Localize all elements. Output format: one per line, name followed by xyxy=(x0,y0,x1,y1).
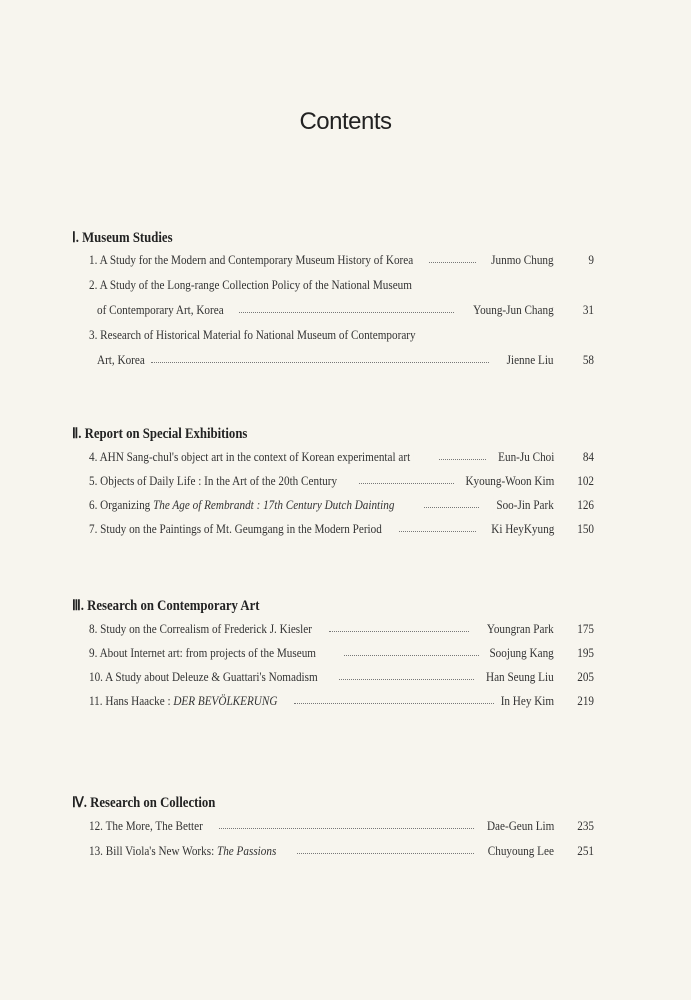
entry-number: 7. xyxy=(89,521,98,536)
entry-title: Study on the Paintings of Mt. Geumgang in the Modern Period xyxy=(100,521,382,536)
entry-author: Youngran Park xyxy=(485,620,554,638)
entry-title: A Study about Deleuze & Guattari's Nomadism xyxy=(105,669,318,684)
entry-title-italic: The Age of Rembrandt : 17th Century Dutch Dainting xyxy=(153,497,395,512)
entry-title: AHN Sang-chul's object art in the context of Korean experimental art xyxy=(99,449,411,464)
entry-page: 251 xyxy=(577,843,594,858)
toc-entry-4[interactable] xyxy=(89,448,594,466)
entry-title: A Study of the Long-range Collection Policy of the National Museum xyxy=(99,277,412,292)
section-heading: Ⅳ. Research on Collection xyxy=(72,795,216,811)
entry-number: 2. xyxy=(89,277,98,292)
toc-entry-5[interactable] xyxy=(89,472,594,490)
entry-author: Ki HeyKyung xyxy=(488,520,554,538)
entry-number: 8. xyxy=(89,621,98,636)
entry-author: Han Seung Liu xyxy=(484,668,554,686)
entry-page: 195 xyxy=(577,645,594,660)
entry-author: Jienne Liu xyxy=(505,351,554,369)
entry-title-italic: DER BEVÖLKERUNG xyxy=(173,693,278,708)
entry-page: 235 xyxy=(577,818,594,833)
entry-number: 4. xyxy=(89,449,98,464)
toc-entry-7[interactable] xyxy=(89,520,594,538)
entry-title: Bill Viola's New Works: xyxy=(105,843,217,858)
page-title: Contents xyxy=(299,108,392,135)
toc-entry-6[interactable] xyxy=(89,496,594,514)
entry-author: Kyoung-Woon Kim xyxy=(463,472,554,490)
entry-number: 3. xyxy=(89,327,98,342)
entry-number: 11. xyxy=(89,693,103,708)
entry-number: 13. xyxy=(89,843,103,858)
entry-page: 31 xyxy=(582,302,594,317)
section-heading: Ⅱ. Report on Special Exhibitions xyxy=(72,426,248,442)
toc-entry-9[interactable] xyxy=(89,644,594,662)
entry-title-continued: of Contemporary Art, Korea xyxy=(97,301,227,319)
entry-page: 175 xyxy=(577,621,594,636)
entry-title: Research of Historical Material fo National Museum of Contemporary xyxy=(100,327,416,342)
entry-page: 205 xyxy=(577,669,594,684)
toc-entry-13[interactable] xyxy=(89,842,594,860)
toc-entry-3[interactable] xyxy=(89,326,594,370)
entry-title: Hans Haacke : xyxy=(105,693,174,708)
entry-author: Eun-Ju Choi xyxy=(495,448,554,466)
toc-entry-8[interactable] xyxy=(89,620,594,638)
entry-author: Dae-Geun Lim xyxy=(484,817,554,835)
entry-title-continued: Art, Korea xyxy=(97,351,148,369)
entry-author: Junmo Chung xyxy=(489,251,554,269)
toc-entry-2[interactable] xyxy=(89,276,594,320)
entry-title: About Internet art: from projects of the Museum xyxy=(99,645,316,660)
entry-number: 10. xyxy=(89,669,103,684)
entry-title: The More, The Better xyxy=(105,818,203,833)
entry-author: In Hey Kim xyxy=(498,692,554,710)
toc-entry-10[interactable] xyxy=(89,668,594,686)
entry-title: Organizing xyxy=(100,497,154,512)
entry-page: 219 xyxy=(577,693,594,708)
toc-entry-12[interactable] xyxy=(89,817,594,835)
entry-page: 126 xyxy=(577,497,594,512)
entry-author: Soojung Kang xyxy=(487,644,554,662)
entry-page: 150 xyxy=(577,521,594,536)
entry-number: 9. xyxy=(89,645,98,660)
entry-number: 5. xyxy=(89,473,98,488)
section-heading: Ⅰ. Museum Studies xyxy=(72,230,173,246)
entry-title: Objects of Daily Life : In the Art of the 20th Century xyxy=(100,473,338,488)
entry-title: A Study for the Modern and Contemporary Museum History of Korea xyxy=(99,252,414,267)
entry-title: Study on the Correalism of Frederick J. Kiesler xyxy=(100,621,312,636)
entry-title-italic: The Passions xyxy=(216,843,277,858)
entry-author: Chuyoung Lee xyxy=(485,842,554,860)
entry-page: 84 xyxy=(582,449,594,464)
toc-entry-11[interactable] xyxy=(89,692,594,710)
entry-number: 6. xyxy=(89,497,98,512)
section-heading: Ⅲ. Research on Contemporary Art xyxy=(72,598,260,614)
entry-page: 9 xyxy=(588,252,594,267)
entry-author: Young-Jun Chang xyxy=(471,301,554,319)
entry-page: 102 xyxy=(577,473,594,488)
entry-number: 1. xyxy=(89,252,98,267)
entry-author: Soo-Jin Park xyxy=(494,496,554,514)
toc-entry-1[interactable] xyxy=(89,251,594,269)
entry-page: 58 xyxy=(582,352,594,367)
entry-number: 12. xyxy=(89,818,103,833)
